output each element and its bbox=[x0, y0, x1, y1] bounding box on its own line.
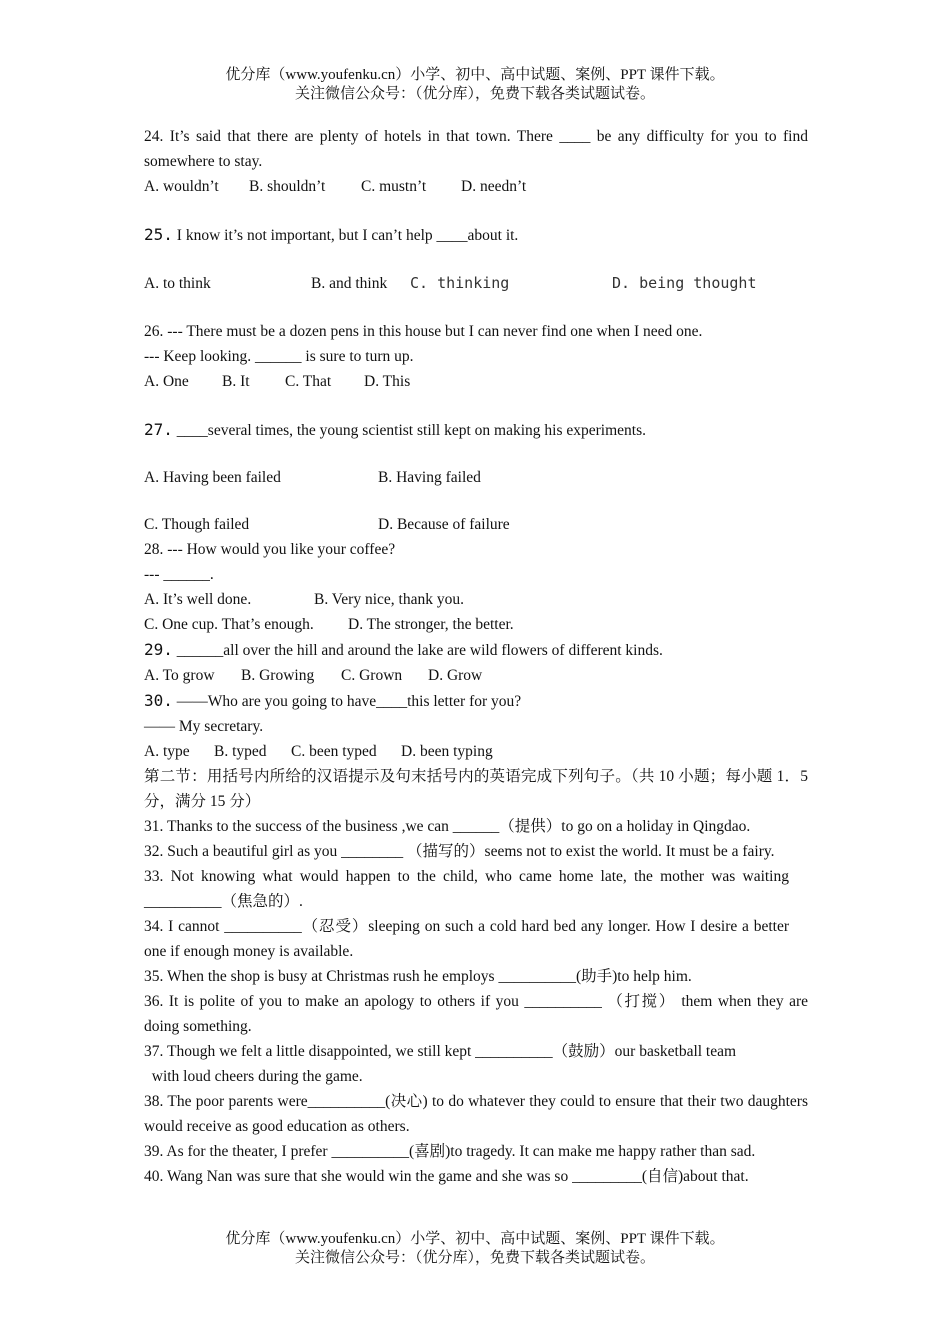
option-b: B. typed bbox=[214, 743, 267, 760]
question-27-options-cd bbox=[144, 512, 808, 537]
question-31: 31. Thanks to the success of the business ,we can ______（提供）to go on a holiday in Qingdao. bbox=[144, 818, 751, 835]
option-c: C. One cup. That’s enough. bbox=[144, 616, 314, 633]
option-c: C. mustn’t bbox=[361, 178, 427, 195]
question-39: 39. As for the theater, I prefer __________(喜剧)to tragedy. It can make me happy rather than sad. bbox=[144, 1143, 756, 1160]
option-c: C. thinking bbox=[410, 274, 510, 292]
question-25-stem bbox=[144, 222, 808, 248]
question-24-stem: 24. It’s said that there are plenty of hotels in that town. There ____ be any difficulty for you to find somewhere to stay. bbox=[144, 128, 808, 170]
question-27-stem bbox=[144, 417, 808, 443]
question-26-stem: 26. --- There must be a dozen pens in this house but I can never find one when I need one. bbox=[144, 323, 703, 340]
question-28-reply: --- ______. bbox=[144, 566, 214, 583]
option-a: A. To grow bbox=[144, 667, 215, 684]
option-b: B. Growing bbox=[241, 667, 315, 684]
option-d: D. been typing bbox=[401, 743, 493, 760]
question-37-line-2: with loud cheers during the game. bbox=[144, 1068, 363, 1085]
question-number: 25. bbox=[144, 225, 173, 244]
question-34: 34. I cannot __________（忍受）sleeping on such a cold hard bed any longer. How I desire a better one if enough money is available. bbox=[144, 918, 789, 960]
question-37-line-1: 37. Though we felt a little disappointed, we still kept __________（鼓励）our basketball team bbox=[144, 1043, 737, 1060]
question-26-reply: --- Keep looking. ______ is sure to turn up. bbox=[144, 348, 414, 365]
option-b: B. shouldn’t bbox=[249, 178, 326, 195]
question-number: 30. bbox=[144, 691, 173, 710]
option-a: A. wouldn’t bbox=[144, 178, 219, 195]
option-c: C. Though failed bbox=[144, 516, 250, 533]
section-2-title: 第二节：用括号内所给的汉语提示及句末括号内的英语完成下列句子。（共 10 小题；每小题 1．5 分，满分 15 分） bbox=[144, 768, 808, 810]
question-38: 38. The poor parents were__________(决心) to do whatever they could to ensure that their two daughters would receive as good education as others. bbox=[144, 1093, 808, 1135]
option-c: C. Grown bbox=[341, 667, 403, 684]
option-d: D. Grow bbox=[428, 667, 483, 684]
exam-content bbox=[144, 124, 808, 1189]
question-number: 29. bbox=[144, 640, 173, 659]
option-c: C. been typed bbox=[291, 743, 377, 760]
option-d: D. This bbox=[364, 373, 411, 390]
option-a: A. to think bbox=[144, 275, 211, 292]
option-b: B. and think bbox=[311, 275, 388, 292]
question-30-reply: —— My secretary. bbox=[144, 718, 264, 735]
question-text: I know it’s not important, but I can’t help ____about it. bbox=[172, 227, 519, 244]
question-29-stem bbox=[144, 637, 808, 663]
question-33: 33. Not knowing what would happen to the child, who came home late, the mother was waiting __________（焦急的）. bbox=[144, 868, 789, 910]
page-footer bbox=[0, 1230, 950, 1268]
page-header bbox=[0, 66, 950, 104]
question-28-options-ab bbox=[144, 587, 808, 612]
option-d: D. The stronger, the better. bbox=[348, 616, 514, 633]
question-text: ____several times, the young scientist still kept on making his experiments. bbox=[172, 422, 647, 439]
question-text: ______all over the hill and around the lake are wild flowers of different kinds. bbox=[172, 642, 663, 659]
option-d: D. Because of failure bbox=[378, 516, 510, 533]
header-line-2: 关注微信公众号：（优分库），免费下载各类试题试卷。 bbox=[294, 86, 655, 102]
question-27-options-ab bbox=[144, 465, 808, 490]
question-24-options bbox=[144, 174, 808, 199]
question-25-options bbox=[144, 271, 808, 296]
option-c: C. That bbox=[285, 373, 332, 390]
option-a: A. One bbox=[144, 373, 189, 390]
question-32: 32. Such a beautiful girl as you ________ （描写的）seems not to exist the world. It must be a fairy. bbox=[144, 843, 775, 860]
question-28-stem: 28. --- How would you like your coffee? bbox=[144, 541, 396, 558]
option-a: A. Having been failed bbox=[144, 469, 281, 486]
option-b: B. It bbox=[222, 373, 250, 390]
question-30-stem bbox=[144, 688, 808, 714]
question-26-options bbox=[144, 369, 808, 394]
option-b: B. Very nice, thank you. bbox=[314, 591, 464, 608]
question-40: 40. Wang Nan was sure that she would win the game and she was so _________(自信)about that. bbox=[144, 1168, 749, 1185]
question-number: 27. bbox=[144, 420, 173, 439]
option-a: A. type bbox=[144, 743, 190, 760]
question-text: ——Who are you going to have____this letter for you? bbox=[172, 693, 522, 710]
option-d: D. needn’t bbox=[461, 178, 527, 195]
question-35: 35. When the shop is busy at Christmas rush he employs __________(助手)to help him. bbox=[144, 968, 692, 985]
question-28-options-cd bbox=[144, 612, 808, 637]
question-29-options bbox=[144, 663, 808, 688]
header-line-1: 优分库（www.youfenku.cn）小学、初中、高中试题、案例、PPT 课件下载。 bbox=[225, 67, 725, 83]
option-a: A. It’s well done. bbox=[144, 591, 252, 608]
option-b: B. Having failed bbox=[378, 469, 481, 486]
footer-line-1: 优分库（www.youfenku.cn）小学、初中、高中试题、案例、PPT 课件下载。 bbox=[225, 1231, 725, 1247]
footer-line-2: 关注微信公众号：（优分库），免费下载各类试题试卷。 bbox=[294, 1250, 655, 1266]
question-30-options bbox=[144, 739, 808, 764]
question-36: 36. It is polite of you to make an apology to others if you __________ （打搅） them when they are doing something. bbox=[144, 993, 808, 1035]
option-d: D. being thought bbox=[612, 274, 757, 292]
